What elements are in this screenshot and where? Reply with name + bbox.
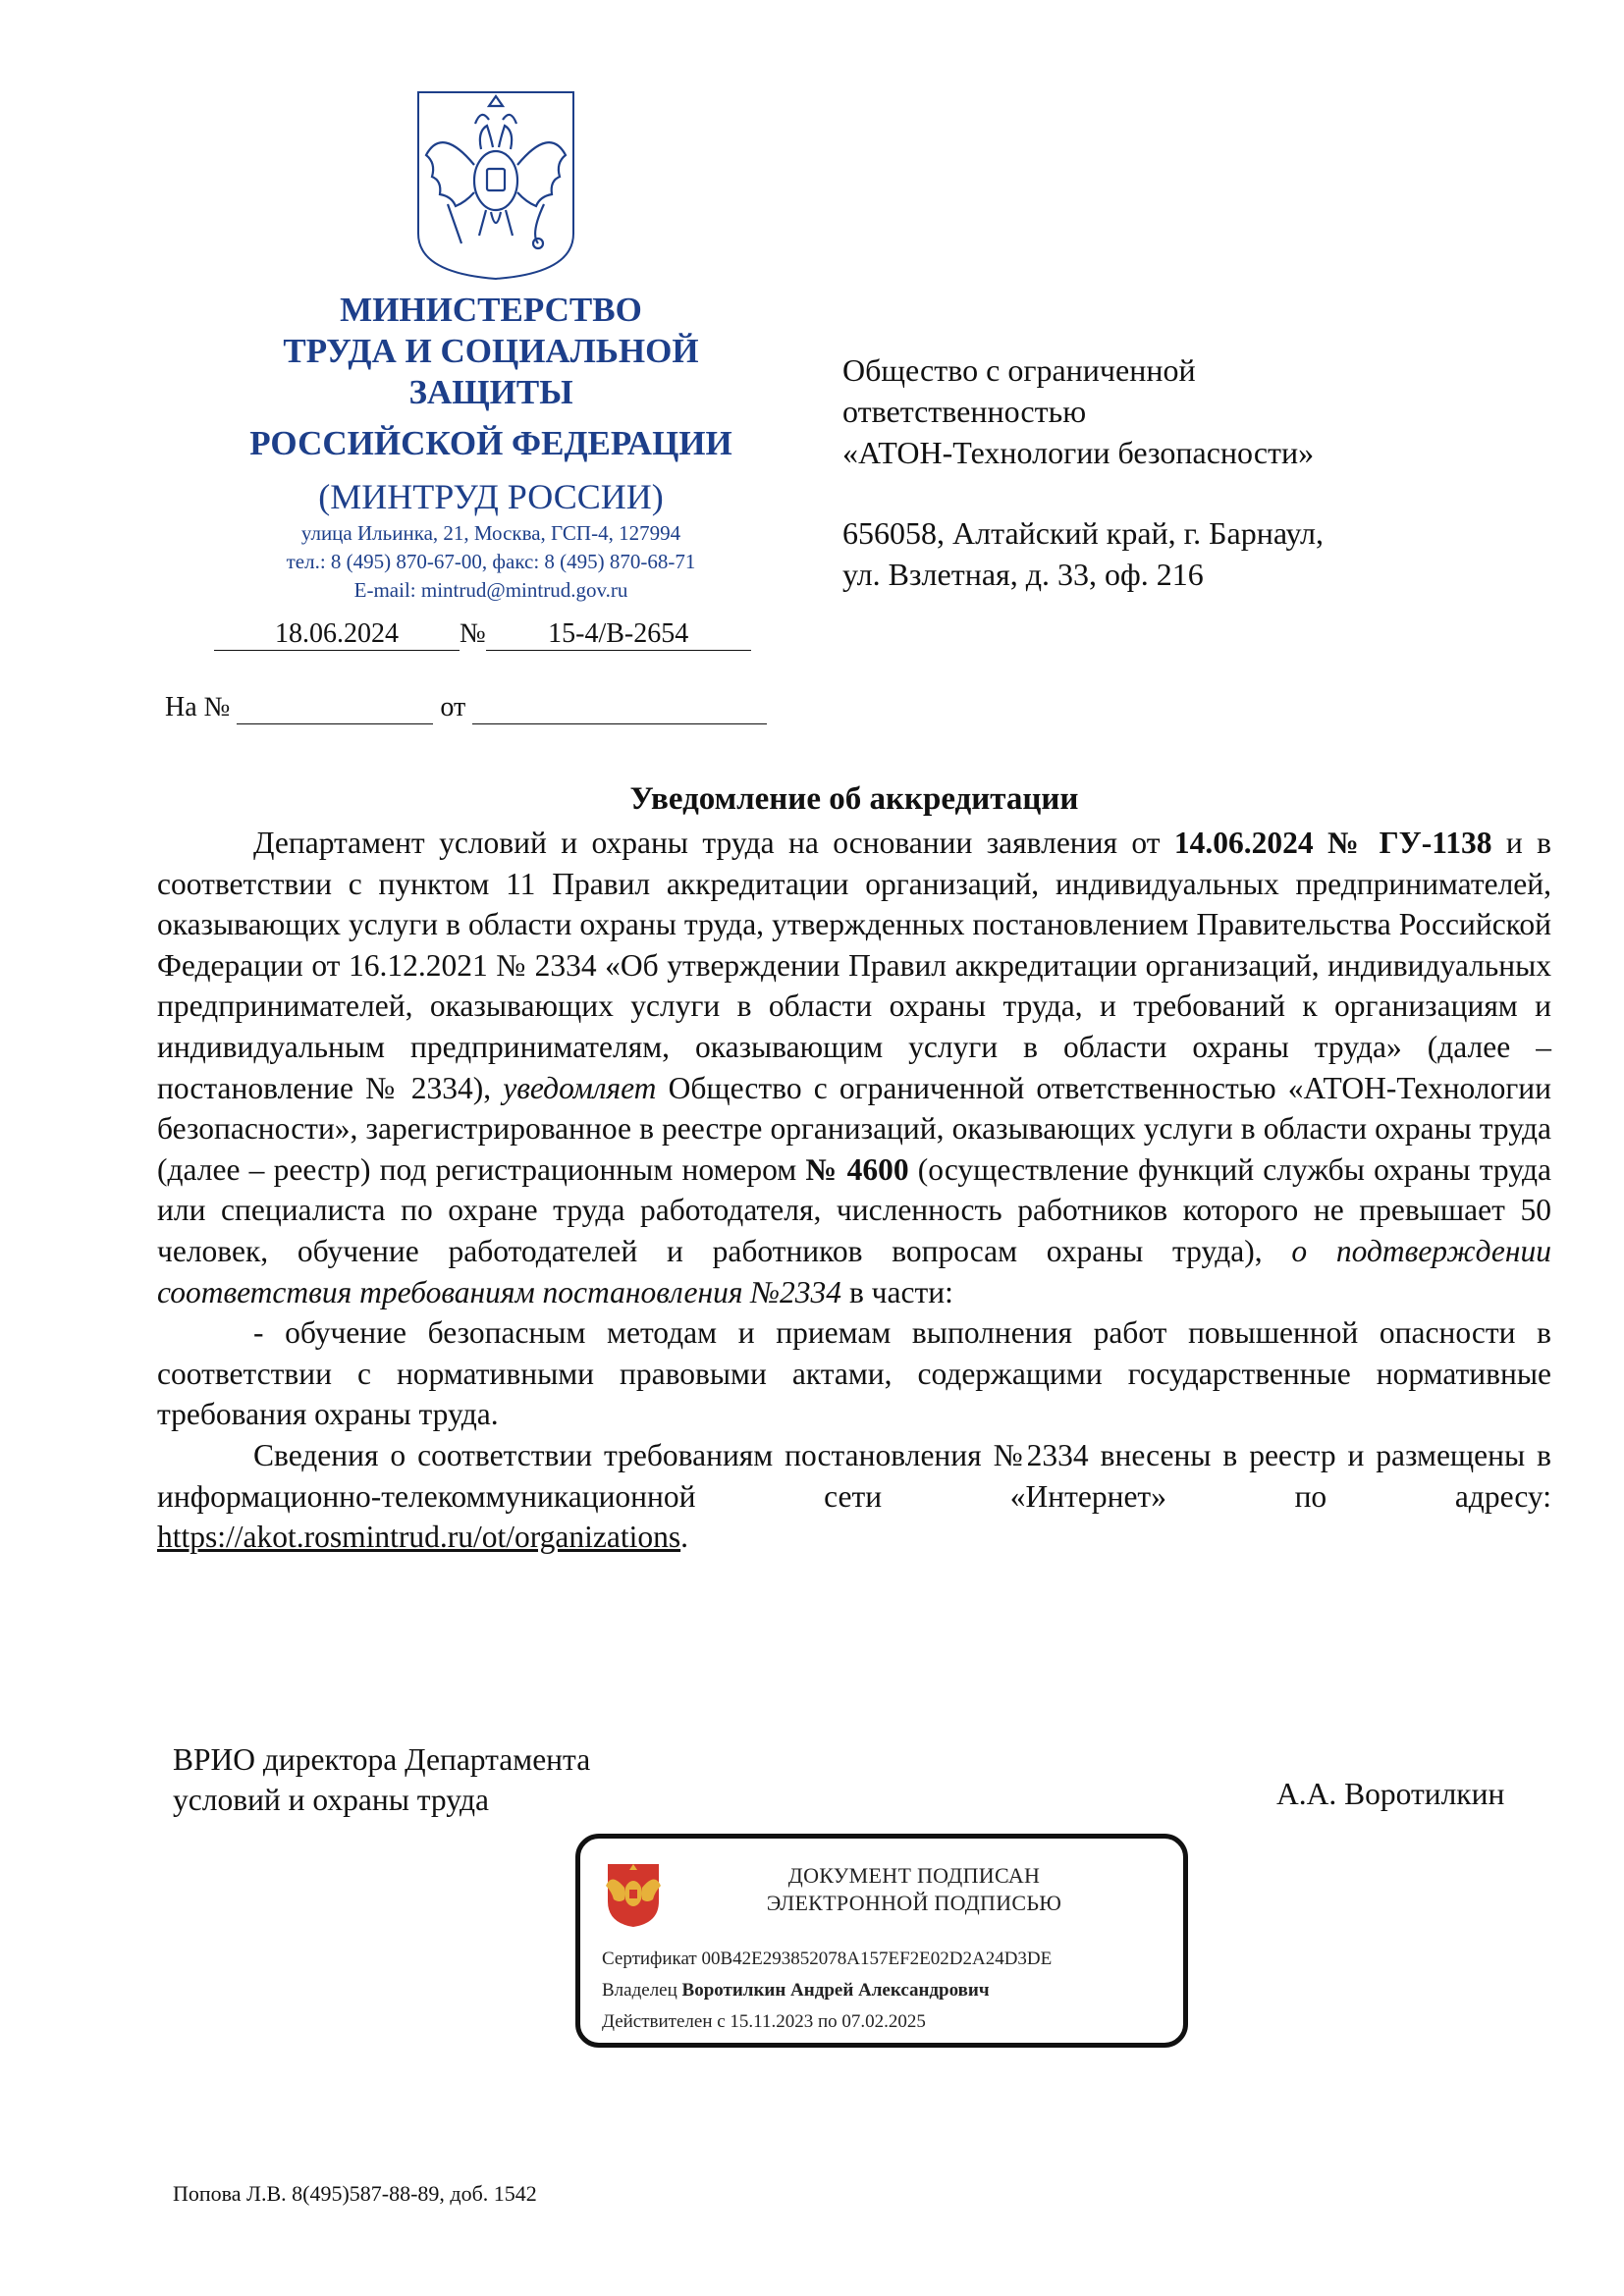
recipient-line: «АТОН-Технологии безопасности» (842, 435, 1315, 470)
recipient-address-line: 656058, Алтайский край, г. Барнаул, (842, 515, 1325, 551)
paragraph-2: - обучение безопасным методам и приемам выполнения работ повышенной опасности в соответствии с нормативными правовыми актами, содержащими государственные нормативные требования охраны труда. (157, 1315, 1551, 1432)
ref-date-blank (472, 692, 767, 724)
ministry-email: E-mail: mintrud@mintrud.gov.ru (353, 578, 628, 602)
registry-number: № 4600 (805, 1151, 909, 1187)
document-body (157, 823, 1551, 1558)
stamp-validity: Действителен с 15.11.2023 по 07.02.2025 (602, 2011, 926, 2032)
outgoing-date: 18.06.2024 (214, 618, 460, 651)
recipient-address-line: ул. Взлетная, д. 33, оф. 216 (842, 557, 1204, 592)
incoming-reference (165, 692, 767, 724)
outgoing-registration (214, 618, 751, 651)
signatory-position: ВРИО директора Департамента условий и охраны труда (173, 1742, 591, 1817)
stamp-certificate: Сертификат 00B42E293852078A157EF2E02D2A24D3DE (602, 1949, 1053, 1969)
electronic-signature-stamp (575, 1834, 1188, 2048)
document-title: Уведомление об аккредитации (629, 781, 1079, 817)
recipient (842, 349, 1530, 595)
outgoing-number: 15-4/В-2654 (486, 618, 751, 651)
paragraph-1: Департамент условий и охраны труда на основании заявления от 14.06.2024 № ГУ-1138 и в соответствии с пунктом 11 Правил аккредитации организаций, индивидуальных предпринимателей, оказывающих услуги в области охраны труда, утвержденных постановлением Правительства Российской Федерации от 16.12.2021 № 2334 «Об утверждении Правил аккредитации организаций, индивидуальных предпринимателей, оказывающих услуги в области охраны труда, и требований к организациям и индивидуальным предпринимателям, оказывающим услуги в области охраны труда» (далее – постановление № 2334), уведомляет Общество с ограниченной ответственностью «АТОН-Технологии безопасности», зарегистрированное в реестре организаций, оказывающих услуги в области охраны труда (далее – реестр) под регистрационным номером № 4600 (осуществление функций службы охраны труда или специалиста по охране труда работодателя, численность работников которого не превышает 50 человек, обучение работодателей и работников вопросам охраны труда), о подтверждении соответствия требованиям постановления №2334 в части: (157, 826, 1552, 1309)
recipient-line: Общество с ограниченной (842, 352, 1196, 388)
ref-number-blank (237, 692, 433, 724)
ministry-abbr: (МИНТРУД РОССИИ) (318, 477, 664, 516)
paragraph-3: Сведения о соответствии требованиям постановления №2334 внесены в реестр и размещены в информационно-телекоммуникационной сети «Интернет» по адресу: https://akot.rosmintrud.ru/ot/organizations. (157, 1437, 1551, 1555)
signatory-name: А.А. Воротилкин (1276, 1777, 1505, 1811)
ministry-name-line: РОССИЙСКОЙ ФЕДЕРАЦИИ (249, 424, 732, 462)
executor-contact: Попова Л.В. 8(495)587-88-89, доб. 1542 (173, 2181, 537, 2206)
ministry-address: улица Ильинка, 21, Москва, ГСП-4, 127994 (300, 521, 681, 545)
coat-of-arms-icon (412, 86, 579, 283)
number-sign: № (460, 618, 486, 649)
ref-from: от (440, 692, 466, 722)
ref-prefix: На № (165, 692, 231, 722)
stamp-owner: Владелец Воротилкин Андрей Александрович (602, 1980, 990, 2001)
ministry-name-line: МИНИСТЕРСТВО (340, 291, 642, 329)
ministry-name-line: ТРУДА И СОЦИАЛЬНОЙ (283, 332, 699, 370)
coat-of-arms-icon (602, 1858, 665, 1929)
ministry-name-line: ЗАЩИТЫ (408, 373, 573, 411)
stamp-heading: ДОКУМЕНТ ПОДПИСАН ЭЛЕКТРОННОЙ ПОДПИСЬЮ (766, 1863, 1062, 1915)
ministry-phone: тел.: 8 (495) 870-67-00, факс: 8 (495) 870-68-71 (286, 550, 696, 573)
registry-link[interactable]: https://akot.rosmintrud.ru/ot/organizations (157, 1520, 681, 1555)
recipient-line: ответственностью (842, 394, 1087, 429)
application-ref: 14.06.2024 № ГУ-1138 (1173, 826, 1492, 860)
